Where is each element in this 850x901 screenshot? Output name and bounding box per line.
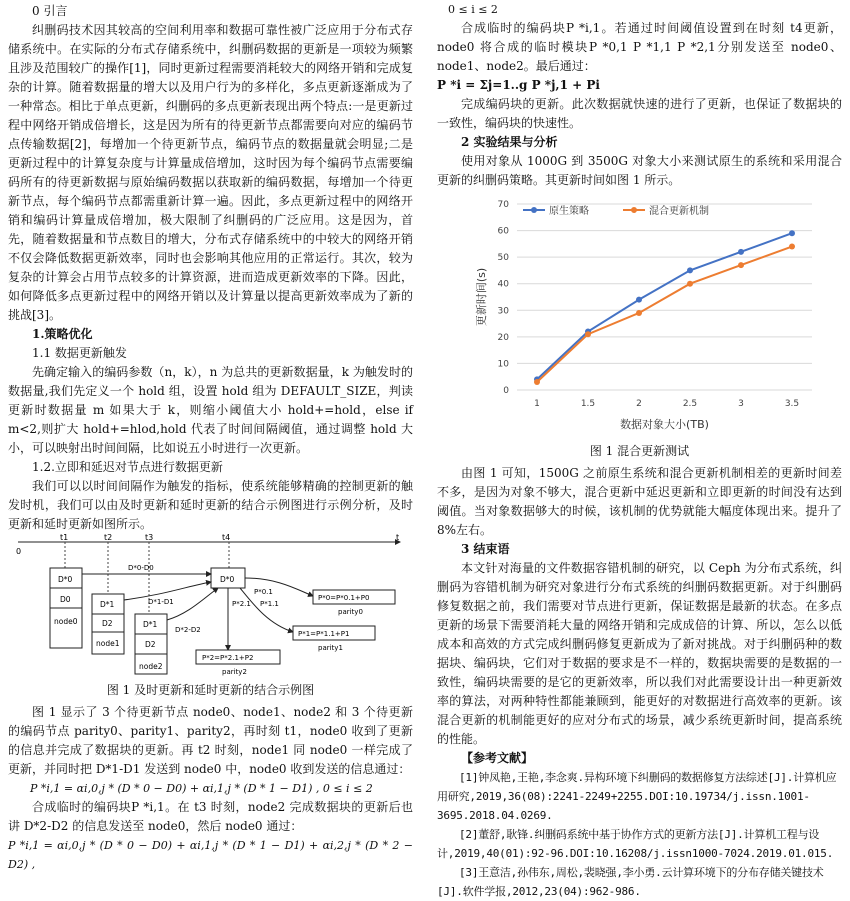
- series-2-point: [534, 379, 540, 385]
- reference-2: [2]董舒,耿锋.纠删码系统中基于协作方式的更新方法[J].计算机工程与设计,2019,40(01):92-96.DOI:10.16208/j.issn1000-7024.2019.01.015.: [437, 828, 834, 860]
- series-1-point: [738, 249, 744, 255]
- left-column: [8, 0, 413, 874]
- tl-label-t2: t2: [104, 534, 113, 542]
- node2-name: node2: [139, 662, 163, 671]
- section2-heading: 2 实验结果与分析: [461, 135, 558, 149]
- node1-top-label: D*1: [100, 600, 115, 609]
- y-tick-label: 0: [503, 386, 509, 396]
- label-d0-d0: D*0-D0: [128, 564, 154, 572]
- series-1-point: [687, 267, 693, 273]
- section2-paragraph: 使用对象从 1000G 到 3500G 对象大小来测试原生的系统和采用混合更新的纠删码策略。其更新时间如图 1 所示。: [437, 154, 842, 187]
- node0-top-label: D*0: [58, 575, 73, 584]
- node0-data-label: D0: [60, 595, 71, 604]
- parity0-name: parity0: [338, 608, 363, 616]
- after-chart-paragraph: 由图 1 可知，1500G 之前原生系统和混合更新机制相差的更新时间差不多，是因为对象不够大，混合更新中延迟更新和立即更新的时间没有达到阈值。当对象数据够大的时候，该机制的优势就能大幅度体现出来。提升了 8%左右。: [437, 466, 842, 537]
- legend-swatch-dot-1: [531, 207, 537, 213]
- reference-1: [1]钟凤艳,王艳,李念爽.异构环境下纠删码的数据修复方法综述[J].计算机应用研究,2019,36(08):2241-2249+2255.DOI:10.19734/j.issn.1001-3695.2018.04.0269.: [437, 771, 837, 822]
- series-2-point: [738, 262, 744, 268]
- node1-data-label: D2: [102, 619, 113, 628]
- label-p11: P*1.1: [260, 600, 279, 608]
- node0-merged-label: D*0: [220, 575, 235, 584]
- parity1-name: parity1: [318, 644, 343, 652]
- condition-line: 0 ≤ i ≤ 2: [448, 3, 498, 16]
- parity1-eq: P*1=P*1.1+P1: [298, 630, 350, 638]
- equation-1: P *i,1 = αi,0,j * (D * 0 − D0) + αi,1,j * (D * 1 − D1) , 0 ≤ i ≤ 2: [30, 782, 373, 795]
- series-line-1: [537, 233, 792, 379]
- node2-top-label: D*1: [143, 620, 158, 629]
- x-tick-label: 2.5: [682, 399, 698, 409]
- series-line-2: [537, 247, 792, 383]
- y-tick-label: 70: [497, 200, 509, 210]
- x-tick-label: 3: [738, 399, 744, 409]
- section1-2-paragraph: 我们可以以时间间隔作为触发的指标，使系统能够精确的控制更新的触发时机，我们可以由及时更新和延时更新的结合示例图进行示例分析，及时更新和延时更新如图所示。: [8, 479, 413, 531]
- tl-label-0: 0: [16, 547, 22, 556]
- reference-3: [3]王意洁,孙伟东,周松,裴晓强,李小勇.云计算环境下的分布存储关键技术[J].软件学报,2012,23(04):962-986.: [437, 866, 824, 898]
- parity0-eq: P*0=P*0.1+P0: [318, 594, 370, 602]
- equation-3: P *i = Σj=1..g P *j,1 + Pi: [437, 78, 600, 92]
- y-tick-label: 40: [497, 279, 509, 290]
- legend-swatch-dot-2: [631, 207, 637, 213]
- node0-name: node0: [54, 617, 78, 626]
- tl-label-t3: t3: [145, 534, 154, 542]
- label-d1-d1: D*1-D1: [148, 598, 174, 606]
- y-tick-label: 20: [497, 332, 509, 343]
- label-p01: P*0.1: [254, 588, 273, 596]
- right-paragraph-1: 合成临时的编码块P *i,1。若通过时间阈值设置到在时刻 t4更新，node0 将合成的临时模块P *0,1 P *1,1 P *2,1分别发送至 node0、node1、node2。最后通过：: [437, 21, 842, 73]
- chart-svg: [437, 190, 842, 440]
- series-2-point: [636, 310, 642, 316]
- intro-heading: 0 引言: [32, 4, 68, 18]
- update-time-chart: [437, 190, 842, 440]
- tl-label-t1: t1: [60, 534, 69, 542]
- x-tick-label: 1.5: [580, 399, 596, 409]
- arrow-d2: [167, 588, 218, 620]
- right-column: [437, 0, 842, 901]
- y-tick-label: 50: [497, 253, 509, 264]
- parity2-name: parity2: [222, 668, 247, 676]
- node2-data-label: D2: [145, 640, 156, 649]
- series-2-point: [789, 244, 795, 250]
- y-tick-label: 10: [497, 359, 509, 370]
- tl-label-t: t: [396, 534, 400, 542]
- series-1-point: [789, 230, 795, 236]
- section1-2-heading: 1.2.立即和延迟对节点进行数据更新: [32, 460, 223, 474]
- node1-name: node1: [96, 639, 120, 648]
- series-2-point: [585, 331, 591, 337]
- equation-2: P *i,1 = αi,0,j * (D * 0 − D0) + αi,1,j * (D * 1 − D1) + αi,2,j * (D * 2 − D2) ,: [8, 839, 413, 871]
- x-tick-label: 1: [534, 399, 540, 409]
- after-figure-paragraph: 图 1 显示了 3 个待更新节点 node0、node1、node2 和 3 个待更新的编码节点 parity0、parity1、parity2，再时刻 t1，node0 收到了更新的信息并完成了数据块的更新。再 t2 时刻，node1 同 node0 一样完成了更新，并同时把 D*1-D1 发送到 node0 中，node0 收到发送的信息通过：: [8, 705, 413, 776]
- update-diagram: [8, 534, 413, 679]
- label-p21: P*2.1: [232, 600, 251, 608]
- section3-heading: 3 结束语: [461, 542, 510, 556]
- section1-heading: 1.策略优化: [32, 327, 93, 341]
- references-heading: 【参考文献】: [461, 751, 534, 765]
- series-1-point: [636, 297, 642, 303]
- figure1-caption: 图 1 及时更新和延时更新的结合示例图: [106, 683, 315, 697]
- y-axis-label: 更新时间(s): [475, 267, 488, 327]
- update-diagram-svg: [8, 534, 413, 679]
- intro-paragraph: 纠删码技术因其较高的空间利用率和数据可靠性被广泛应用于分布式存储系统中。在实际的分布式存储系统中，纠删码数据的更新是一项较为频繁且涉及范围较广的操作[1]，同时更新过程需要消耗较大的网络开销和完成复杂的计算。随着数据量的增大以及用户行为的多样化，多点更新逐渐成为了一种常态。相比于单点更新，纠删码的多点更新表现出两个特点:一是更新过程中网络开销成倍增长，这是因为所有的待更新节点都需要向对应的编码节点传输数据[2]，每增加一个待更新节点，编码节点的数据量就会明显;二是更新过程中的计算复杂度与计算量成倍增加，这时因为每个编码节点需要编码所有的待更新数据与原始编码数据以获取新的编码数据，每增加一个待更新节点，每个编码节点都需重新计算一遍。因此，多点更新过程中的网络开销和编码计算量成倍增加，极大限制了纠删码的广泛应用。这是因为，首先，随着数据量和节点数目的增大，分布式存储系统中的中较大的网络开销不仅会降低数据更新效率，同时也会影响其他应用的正常运行。其次，较为复杂的计算会占用节点较多的计算资源，进而造成更新效率的下降。因此，如何降低多点更新过程中的网络开销以及计算量以提高更新效率成为了新的挑战[3]。: [8, 23, 413, 322]
- label-d2-d2: D*2-D2: [175, 626, 201, 634]
- y-tick-label: 30: [497, 306, 509, 317]
- chart-caption: 图 1 混合更新测试: [589, 444, 690, 458]
- parity2-eq: P*2=P*2.1+P2: [202, 654, 254, 662]
- section1-1-heading: 1.1 数据更新触发: [32, 346, 127, 360]
- x-tick-label: 3.5: [784, 399, 800, 409]
- after-equation1-paragraph: 合成临时的编码块P *i,1。在 t3 时刻，node2 完成数据块的更新后也讲 D*2-D2 的信息发送至 node0，然后 node0 通过：: [8, 800, 413, 833]
- series-2-point: [687, 281, 693, 287]
- x-axis-label: 数据对象大小(TB): [620, 418, 709, 431]
- section3-paragraph: 本文针对海量的文件数据容错机制的研究，以 Ceph 为分布式系统，纠删码为容错机制为研究对象进行分布式系统的纠删码数据更新。对于纠删码修复数据之前，我们需要对节点进行更新，保证数据是最新的状态。在多点更新的场景下需要消耗大量的网络开销和完成成倍的计算、所以，怎么以低成本和高效的方式完成纠删码修复更新成为了新对挑战。对于纠删码种的数据块、编码块，它们对于数据的要求是不一样的，数据块需要的是数据的一致性，编码块需要的是它的更新效率，所以我们对此需要设计出一种更新效率的算法，对两种特性都能兼顾到，能更好的对数据进行高效率的更新。该混合更新的机制能更好的应对分布式的场景，减少系统更新时间，提高系统的性能。: [437, 561, 842, 746]
- legend-label-2: 混合更新机制: [649, 206, 709, 217]
- y-tick-label: 60: [497, 226, 509, 237]
- x-tick-label: 2: [636, 399, 642, 409]
- section1-1-paragraph: 先确定输入的编码参数（n，k），n 为总共的更新数据量，k 为触发时的数据量,我们先定义一个 hold 组，设置 hold 组为 DEFAULT_SIZE，判读更新时数据量 m 如果大于 k，则缩小阈值大小 hold+=hold，else if m<2,则扩大 hold+=hlod,hold 代表了时间间隔阈值，通过调整 hold 大小，可以映射出时间间隔，比如说五小时进行一次更新。: [8, 365, 413, 455]
- legend-label-1: 原生策略: [549, 206, 589, 217]
- right-paragraph-2: 完成编码块的更新。此次数据就快速的进行了更新，也保证了数据块的一致性，编码块的快速性。: [437, 97, 842, 130]
- tl-label-t4: t4: [222, 534, 231, 542]
